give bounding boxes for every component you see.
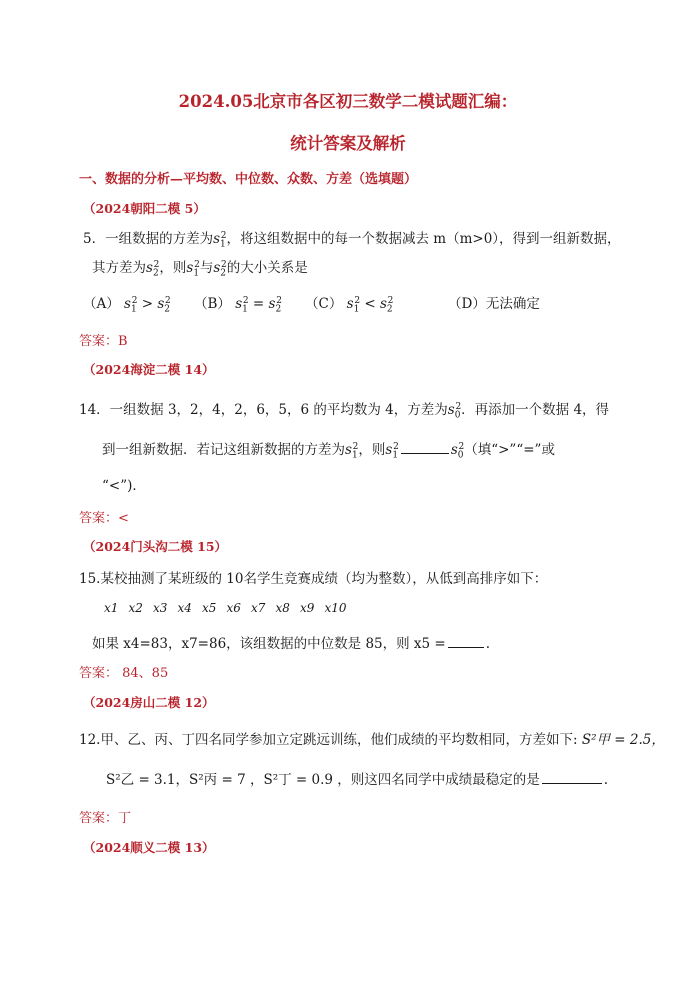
q5-option-a: （A） $s_1^2 > s_2^2$ <box>83 295 171 315</box>
q14-answer: 答案：< <box>79 511 129 526</box>
q15-line-1: 15.某校抽测了某班级的 10名学生竞赛成绩（均为整数），从低到高排序如下： <box>79 571 548 587</box>
q12-line-1: 12.甲、乙、丙、丁四名同学参加立定跳远训练，他们成绩的平均数相同，方差如下: S²甲 = 2.5， <box>79 732 665 748</box>
q14-source: （2024海淀二模 14） <box>83 362 215 377</box>
q12-blank[interactable] <box>542 770 602 784</box>
q15-variable-list: x1 x2 x3 x4 x5 x6 x7 x8 x9 x10 <box>104 601 347 615</box>
q14-blank[interactable] <box>401 440 449 454</box>
q14-line-1: 14．一组数据 3，2，4，2，6，5，6 的平均数为 4，方差为$s_0^2$．再添加一个数据 4，得 <box>79 401 610 421</box>
q12-line-2: S²乙 = 3.1，S²丙 = 7 ，S²丁 = 0.9 ，则这四名同学中成绩最稳定的是 . <box>106 772 609 788</box>
next-source: （2024顺义二模 13） <box>83 840 215 855</box>
q5-line-1: 5．一组数据的方差为$s_1^2$，将这组数据中的每一个数据减去 m（m>0），得到一组新数据， <box>83 230 621 250</box>
q15-source: （2024门头沟二模 15） <box>83 539 228 554</box>
q5-option-d: （D）无法确定 <box>448 296 540 312</box>
q5-line-2: 其方差为$s_2^2$，则$s_1^2$与$s_2^2$的大小关系是 <box>92 259 308 279</box>
title-line-2: 统计答案及解析 <box>290 134 406 153</box>
q12-source: （2024房山二模 12） <box>83 695 215 710</box>
q5-source: （2024朝阳二模 5） <box>83 201 206 216</box>
q15-answer: 答案： 84、85 <box>79 666 169 681</box>
q12-answer: 答案：丁 <box>79 811 132 826</box>
title-line-1: 2024.05北京市各区初三数学二模试题汇编： <box>178 92 518 111</box>
q15-blank[interactable] <box>448 634 484 648</box>
q5-option-b: （B） $s_1^2 = s_2^2$ <box>194 295 282 315</box>
q5-answer: 答案：B <box>79 334 128 349</box>
q15-line-3: 如果 x4=83，x7=86，该组数据的中位数是 85，则 x5 = . <box>92 636 491 652</box>
q5-option-c: （C） $s_1^2 < s_2^2$ <box>305 295 394 315</box>
q14-line-3: “<”)． <box>102 478 146 494</box>
q14-line-2: 到一组新数据．若记这组新数据的方差为$s_1^2$，则$s_1^2$ $s_0^2$（填“>”“=”或 <box>102 441 555 461</box>
section-heading: 一、数据的分析—平均数、中位数、众数、方差（选填题） <box>79 172 418 187</box>
